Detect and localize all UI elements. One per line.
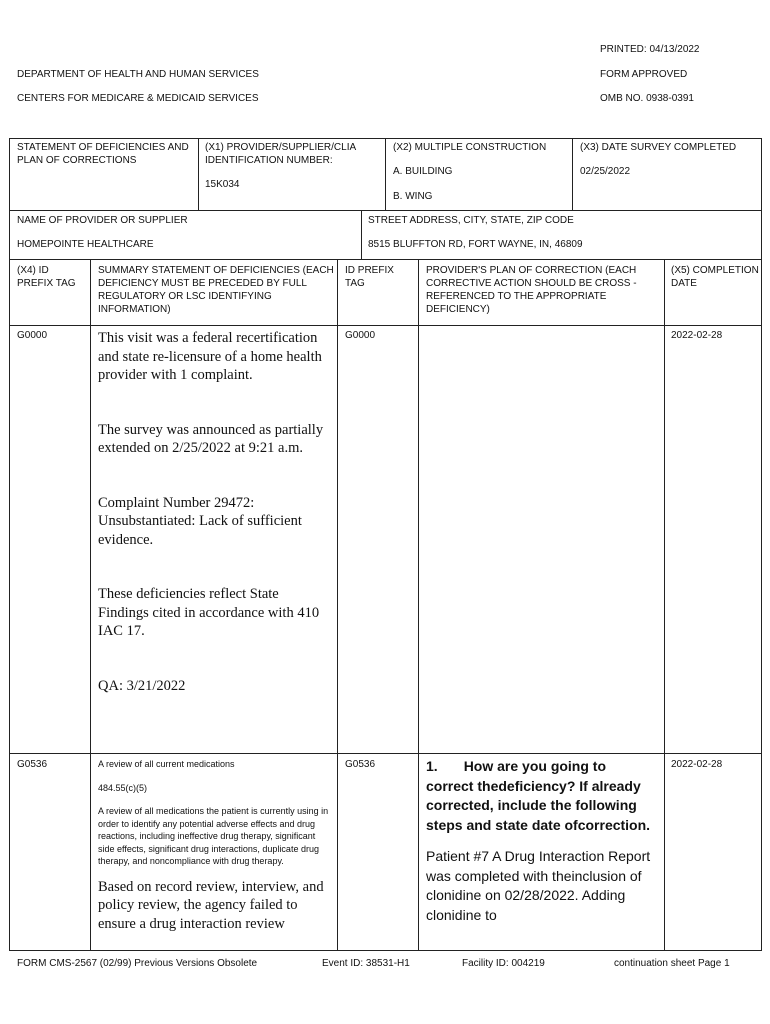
x3-label: (X3) DATE SURVEY COMPLETED [580, 142, 737, 153]
x2-wing: B. WING [393, 191, 433, 202]
plan-number: 1. [426, 758, 438, 774]
form-approved: FORM APPROVED [600, 69, 688, 80]
row2-summary [98, 758, 332, 933]
plan-question: How are you going to correct thedeficiency? If already corrected, include the following steps and state date ofcorrection. [426, 758, 651, 833]
row2-regulation: 484.55(c)(5) [98, 782, 148, 793]
row2-regulation-text: A review of all medications the patient is currently using in order to identify any potential adverse effects and drug reactions, including ineffective drug therapy, significant side effects, significant drug interactions, duplicate drug therapy, and noncompliance with drug therapy. [98, 806, 329, 866]
x2-label: (X2) MULTIPLE CONSTRUCTION [393, 142, 547, 153]
address-label: STREET ADDRESS, CITY, STATE, ZIP CODE [368, 215, 574, 226]
row1-para-1: This visit was a federal recertification and state re-licensure of a home health provider with 1 complaint. [98, 330, 322, 383]
row2-plan [426, 757, 656, 925]
x2-building: A. BUILDING [393, 166, 453, 177]
row1-id-tag: G0000 [345, 330, 376, 341]
row2-title: A review of all current medications [98, 759, 235, 769]
row2-completion-date: 2022-02-28 [671, 759, 723, 770]
col-x5-header: (X5) COMPLETION DATE [671, 265, 759, 289]
row1-para-2: The survey was announced as partially extended on 2/25/2022 at 9:21 a.m. [98, 421, 324, 456]
footer-form: FORM CMS-2567 (02/99) Previous Versions Obsolete [17, 958, 258, 969]
col-plan-header: PROVIDER'S PLAN OF CORRECTION (EACH CORRECTIVE ACTION SHOULD BE CROSS - REFERENCED TO THE APPROPRIATE DEFICIENCY) [426, 265, 637, 315]
row1-para-4: These deficiencies reflect State Findings cited in accordance with 410 IAC 17. [98, 586, 320, 639]
address-value: 8515 BLUFFTON RD, FORT WAYNE, IN, 46809 [368, 239, 583, 250]
footer-page: continuation sheet Page 1 [614, 958, 730, 969]
statement-label: STATEMENT OF DEFICIENCIES AND PLAN OF CORRECTIONS [17, 142, 189, 166]
col-id-prefix-header: ID PREFIX TAG [345, 265, 394, 289]
col-summary-header: SUMMARY STATEMENT OF DEFICIENCIES (EACH DEFICIENCY MUST BE PRECEDED BY FULL REGULATORY OR LSC IDENTIFYING INFORMATION) [98, 265, 334, 315]
provider-value: HOMEPOINTE HEALTHCARE [17, 239, 154, 250]
row1-para-3: Complaint Number 29472: Unsubstantiated: Lack of sufficient evidence. [98, 494, 302, 548]
department-name: DEPARTMENT OF HEALTH AND HUMAN SERVICES [17, 69, 259, 80]
plan-text: Patient #7 A Drug Interaction Report was completed with theinclusion of clonidine on 02/28/2022. Adding clonidine to [426, 848, 651, 923]
row1-summary [98, 329, 330, 695]
x1-value: 15K034 [205, 179, 240, 190]
row1-completion-date: 2022-02-28 [671, 330, 723, 341]
omb-number: OMB NO. 0938-0391 [600, 93, 694, 104]
x1-label: (X1) PROVIDER/SUPPLIER/CLIA IDENTIFICATION NUMBER: [205, 142, 356, 166]
footer-event-id: Event ID: 38531-H1 [322, 958, 410, 969]
printed-date: PRINTED: 04/13/2022 [600, 44, 700, 55]
row1-tag: G0000 [17, 330, 48, 341]
row2-id-tag: G0536 [345, 759, 376, 770]
row2-finding: Based on record review, interview, and policy review, the agency failed to ensure a drug interaction review [98, 878, 324, 932]
col-x4-header: (X4) ID PREFIX TAG [17, 265, 76, 289]
centers-name: CENTERS FOR MEDICARE & MEDICAID SERVICES [17, 93, 259, 104]
row1-para-5: QA: 3/21/2022 [98, 677, 186, 694]
provider-label: NAME OF PROVIDER OR SUPPLIER [17, 215, 188, 226]
footer-facility-id: Facility ID: 004219 [462, 958, 545, 969]
row2-tag: G0536 [17, 759, 48, 770]
x3-value: 02/25/2022 [580, 166, 631, 177]
